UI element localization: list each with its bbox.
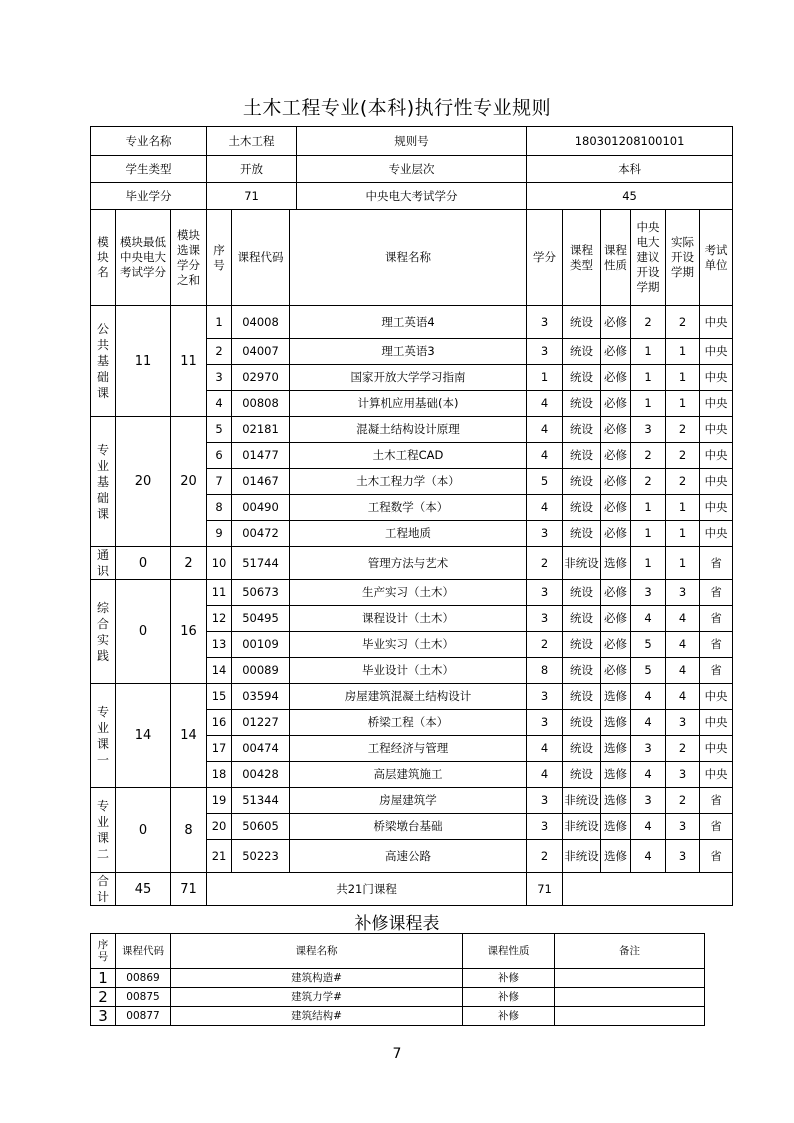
course-type: 统设 xyxy=(563,365,601,391)
total-row xyxy=(91,873,733,906)
course-credit: 3 xyxy=(527,710,563,736)
module-name: 通识 xyxy=(91,547,116,580)
course-suggested: 2 xyxy=(631,469,666,495)
course-actual: 3 xyxy=(666,762,700,788)
header-elective-sum: 模块选课学分之和 xyxy=(171,210,207,306)
remedial-seq: 1 xyxy=(91,969,116,988)
course-type: 统设 xyxy=(563,580,601,606)
course-credit: 4 xyxy=(527,417,563,443)
course-actual: 1 xyxy=(666,339,700,365)
course-nature: 选修 xyxy=(601,710,631,736)
course-name: 理工英语4 xyxy=(290,306,527,339)
major-label: 专业名称 xyxy=(91,127,207,156)
course-unit: 中央 xyxy=(700,762,733,788)
course-credit: 2 xyxy=(527,840,563,873)
remedial-courses-table xyxy=(90,933,705,1026)
course-unit: 中央 xyxy=(700,339,733,365)
course-credit: 8 xyxy=(527,658,563,684)
remedial-nature: 补修 xyxy=(463,969,555,988)
module-elective-sum: 16 xyxy=(171,580,207,684)
remedial-nature: 补修 xyxy=(463,1007,555,1026)
course-code: 02970 xyxy=(232,365,290,391)
course-name: 工程数学（本） xyxy=(290,495,527,521)
course-type: 统设 xyxy=(563,658,601,684)
course-name: 工程经济与管理 xyxy=(290,736,527,762)
course-actual: 2 xyxy=(666,306,700,339)
course-code: 04007 xyxy=(232,339,290,365)
course-seq: 20 xyxy=(207,814,232,840)
course-suggested: 1 xyxy=(631,495,666,521)
course-name: 混凝土结构设计原理 xyxy=(290,417,527,443)
level-label: 专业层次 xyxy=(388,161,435,176)
course-credit: 4 xyxy=(527,736,563,762)
course-name: 房屋建筑混凝土结构设计 xyxy=(290,684,527,710)
total-count: 共21门课程 xyxy=(207,873,527,906)
header-seq: 序号 xyxy=(207,210,232,306)
course-unit: 中央 xyxy=(700,443,733,469)
course-code: 00428 xyxy=(232,762,290,788)
course-actual: 3 xyxy=(666,840,700,873)
remedial-header-name: 课程名称 xyxy=(171,934,463,969)
course-code: 00472 xyxy=(232,521,290,547)
course-code: 04008 xyxy=(232,306,290,339)
header-suggested: 中央电大建议开设学期 xyxy=(631,210,666,306)
header-actual: 实际开设学期 xyxy=(666,210,700,306)
remedial-name: 建筑构造# xyxy=(171,969,463,988)
course-credit: 4 xyxy=(527,762,563,788)
module-name: 专业课二 xyxy=(91,788,116,873)
course-actual: 3 xyxy=(666,814,700,840)
remedial-seq: 3 xyxy=(91,1007,116,1026)
course-type: 统设 xyxy=(563,417,601,443)
course-suggested: 4 xyxy=(631,840,666,873)
course-suggested: 4 xyxy=(631,814,666,840)
header-course-type: 课程类型 xyxy=(563,210,601,306)
course-type: 统设 xyxy=(563,521,601,547)
course-code: 00474 xyxy=(232,736,290,762)
course-nature: 必修 xyxy=(601,417,631,443)
course-nature: 必修 xyxy=(601,580,631,606)
course-credit: 3 xyxy=(527,684,563,710)
course-type: 统设 xyxy=(563,736,601,762)
remedial-header-code: 课程代码 xyxy=(116,934,171,969)
course-unit: 省 xyxy=(700,632,733,658)
course-suggested: 4 xyxy=(631,762,666,788)
module-min-credits: 0 xyxy=(116,547,171,580)
module-name: 公共基础课 xyxy=(91,306,116,417)
course-name: 毕业设计（土木） xyxy=(290,658,527,684)
header-credit: 学分 xyxy=(527,210,563,306)
table-row xyxy=(91,684,733,710)
course-name: 计算机应用基础(本) xyxy=(290,391,527,417)
course-seq: 14 xyxy=(207,658,232,684)
course-name: 毕业实习（土木） xyxy=(290,632,527,658)
course-credit: 2 xyxy=(527,547,563,580)
course-type: 非统设 xyxy=(563,814,601,840)
course-seq: 3 xyxy=(207,365,232,391)
course-code: 01227 xyxy=(232,710,290,736)
course-seq: 13 xyxy=(207,632,232,658)
course-credit: 3 xyxy=(527,580,563,606)
course-actual: 2 xyxy=(666,469,700,495)
course-suggested: 3 xyxy=(631,788,666,814)
course-code: 50605 xyxy=(232,814,290,840)
course-type: 统设 xyxy=(563,632,601,658)
course-name: 管理方法与艺术 xyxy=(290,547,527,580)
course-name: 国家开放大学学习指南 xyxy=(290,365,527,391)
course-seq: 12 xyxy=(207,606,232,632)
course-type: 非统设 xyxy=(563,840,601,873)
remedial-note xyxy=(555,1007,705,1026)
course-suggested: 3 xyxy=(631,580,666,606)
exam-credits-label: 中央电大考试学分 xyxy=(365,188,458,203)
info-row-credits xyxy=(91,183,733,210)
course-unit: 省 xyxy=(700,814,733,840)
course-credit: 2 xyxy=(527,632,563,658)
total-empty xyxy=(563,873,733,906)
remedial-note xyxy=(555,969,705,988)
course-actual: 4 xyxy=(666,658,700,684)
course-nature: 必修 xyxy=(601,469,631,495)
table-row xyxy=(91,580,733,606)
course-code: 51344 xyxy=(232,788,290,814)
course-suggested: 1 xyxy=(631,339,666,365)
student-type-label: 学生类型 xyxy=(91,156,207,183)
total-label: 合计 xyxy=(91,873,116,906)
course-actual: 4 xyxy=(666,606,700,632)
remedial-header-nature: 课程性质 xyxy=(463,934,555,969)
header-code: 课程代码 xyxy=(232,210,290,306)
course-unit: 中央 xyxy=(700,495,733,521)
course-credit: 5 xyxy=(527,469,563,495)
course-name: 桥梁墩台基础 xyxy=(290,814,527,840)
remedial-row xyxy=(91,969,705,988)
remedial-title: 补修课程表 xyxy=(354,914,440,934)
course-type: 统设 xyxy=(563,710,601,736)
course-type: 统设 xyxy=(563,684,601,710)
remedial-row xyxy=(91,1007,705,1026)
course-suggested: 2 xyxy=(631,306,666,339)
course-unit: 中央 xyxy=(700,391,733,417)
remedial-note xyxy=(555,988,705,1007)
course-credit: 3 xyxy=(527,788,563,814)
course-actual: 4 xyxy=(666,684,700,710)
course-suggested: 1 xyxy=(631,391,666,417)
program-rules-table xyxy=(90,126,733,906)
course-name: 土木工程CAD xyxy=(290,443,527,469)
course-name: 桥梁工程（本） xyxy=(290,710,527,736)
course-unit: 中央 xyxy=(700,684,733,710)
module-name: 专业课一 xyxy=(91,684,116,788)
course-credit: 4 xyxy=(527,495,563,521)
course-name: 土木工程力学（本） xyxy=(290,469,527,495)
remedial-name: 建筑结构# xyxy=(171,1007,463,1026)
exam-credits-value: 45 xyxy=(527,183,733,210)
course-credit: 3 xyxy=(527,339,563,365)
module-min-credits: 0 xyxy=(116,580,171,684)
course-actual: 2 xyxy=(666,736,700,762)
course-suggested: 5 xyxy=(631,632,666,658)
module-min-credits: 11 xyxy=(116,306,171,417)
header-row xyxy=(91,210,733,306)
course-type: 统设 xyxy=(563,443,601,469)
page-number: 7 xyxy=(392,1046,402,1062)
course-suggested: 4 xyxy=(631,684,666,710)
course-credit: 4 xyxy=(527,443,563,469)
course-suggested: 5 xyxy=(631,658,666,684)
course-code: 01477 xyxy=(232,443,290,469)
course-nature: 必修 xyxy=(601,365,631,391)
module-min-credits: 14 xyxy=(116,684,171,788)
total-sum: 71 xyxy=(171,873,207,906)
table-row xyxy=(91,547,733,580)
course-unit: 省 xyxy=(700,840,733,873)
header-name: 课程名称 xyxy=(290,210,527,306)
course-suggested: 1 xyxy=(631,521,666,547)
page-title: 土木工程专业(本科)执行性专业规则 xyxy=(242,97,552,119)
course-type: 统设 xyxy=(563,495,601,521)
course-nature: 选修 xyxy=(601,788,631,814)
course-type: 非统设 xyxy=(563,547,601,580)
total-credits: 71 xyxy=(527,873,563,906)
course-seq: 1 xyxy=(207,306,232,339)
grad-credits-label: 毕业学分 xyxy=(91,183,207,210)
course-nature: 必修 xyxy=(601,391,631,417)
course-actual: 1 xyxy=(666,547,700,580)
course-credit: 4 xyxy=(527,391,563,417)
course-credit: 3 xyxy=(527,606,563,632)
course-nature: 选修 xyxy=(601,547,631,580)
course-actual: 1 xyxy=(666,365,700,391)
grad-credits-value: 71 xyxy=(207,183,297,209)
course-name: 高速公路 xyxy=(290,840,527,873)
course-unit: 省 xyxy=(700,580,733,606)
course-type: 统设 xyxy=(563,306,601,339)
course-actual: 4 xyxy=(666,632,700,658)
remedial-nature: 补修 xyxy=(463,988,555,1007)
course-name: 理工英语3 xyxy=(290,339,527,365)
remedial-code: 00875 xyxy=(116,988,171,1007)
course-seq: 4 xyxy=(207,391,232,417)
header-exam-unit: 考试单位 xyxy=(700,210,733,306)
course-code: 03594 xyxy=(232,684,290,710)
course-seq: 8 xyxy=(207,495,232,521)
course-unit: 中央 xyxy=(700,710,733,736)
course-unit: 中央 xyxy=(700,469,733,495)
course-seq: 5 xyxy=(207,417,232,443)
course-seq: 10 xyxy=(207,547,232,580)
course-type: 统设 xyxy=(563,469,601,495)
course-code: 50223 xyxy=(232,840,290,873)
table-row xyxy=(91,788,733,814)
course-nature: 必修 xyxy=(601,606,631,632)
course-unit: 中央 xyxy=(700,521,733,547)
course-nature: 选修 xyxy=(601,762,631,788)
major-value: 土木工程 xyxy=(207,127,297,155)
course-suggested: 4 xyxy=(631,710,666,736)
course-name: 生产实习（土木） xyxy=(290,580,527,606)
module-min-credits: 20 xyxy=(116,417,171,547)
course-code: 51744 xyxy=(232,547,290,580)
table-row xyxy=(91,306,733,339)
course-credit: 3 xyxy=(527,521,563,547)
remedial-row xyxy=(91,988,705,1007)
module-name: 综合实践 xyxy=(91,580,116,684)
student-type-value: 开放 xyxy=(207,156,297,182)
course-actual: 3 xyxy=(666,580,700,606)
course-type: 统设 xyxy=(563,762,601,788)
course-suggested: 2 xyxy=(631,443,666,469)
course-suggested: 1 xyxy=(631,547,666,580)
course-type: 非统设 xyxy=(563,788,601,814)
course-actual: 2 xyxy=(666,417,700,443)
course-unit: 省 xyxy=(700,547,733,580)
course-code: 00109 xyxy=(232,632,290,658)
course-nature: 必修 xyxy=(601,658,631,684)
header-min-credits: 模块最低中央电大考试学分 xyxy=(116,210,171,306)
course-seq: 18 xyxy=(207,762,232,788)
course-code: 50673 xyxy=(232,580,290,606)
course-code: 00808 xyxy=(232,391,290,417)
info-row-type xyxy=(91,156,733,183)
course-code: 00490 xyxy=(232,495,290,521)
course-credit: 3 xyxy=(527,814,563,840)
course-actual: 1 xyxy=(666,521,700,547)
header-nature: 课程性质 xyxy=(601,210,631,306)
course-nature: 必修 xyxy=(601,306,631,339)
info-row-major xyxy=(91,127,733,156)
course-unit: 省 xyxy=(700,788,733,814)
course-code: 00089 xyxy=(232,658,290,684)
module-elective-sum: 20 xyxy=(171,417,207,547)
course-suggested: 4 xyxy=(631,606,666,632)
module-name: 专业基础课 xyxy=(91,417,116,547)
module-elective-sum: 2 xyxy=(171,547,207,580)
course-type: 统设 xyxy=(563,606,601,632)
course-code: 01467 xyxy=(232,469,290,495)
course-name: 课程设计（土木） xyxy=(290,606,527,632)
course-nature: 必修 xyxy=(601,339,631,365)
course-seq: 7 xyxy=(207,469,232,495)
course-credit: 3 xyxy=(527,306,563,339)
course-unit: 中央 xyxy=(700,417,733,443)
module-min-credits: 0 xyxy=(116,788,171,873)
course-unit: 省 xyxy=(700,658,733,684)
course-seq: 9 xyxy=(207,521,232,547)
level-value: 本科 xyxy=(527,156,733,183)
remedial-name: 建筑力学# xyxy=(171,988,463,1007)
course-name: 工程地质 xyxy=(290,521,527,547)
module-elective-sum: 11 xyxy=(171,306,207,417)
module-elective-sum: 8 xyxy=(171,788,207,873)
course-seq: 2 xyxy=(207,339,232,365)
course-nature: 必修 xyxy=(601,521,631,547)
course-nature: 必修 xyxy=(601,632,631,658)
rule-label: 规则号 xyxy=(394,133,429,148)
header-module: 模块名 xyxy=(91,210,116,306)
course-unit: 中央 xyxy=(700,736,733,762)
course-name: 高层建筑施工 xyxy=(290,762,527,788)
course-unit: 中央 xyxy=(700,306,733,339)
course-name: 房屋建筑学 xyxy=(290,788,527,814)
module-elective-sum: 14 xyxy=(171,684,207,788)
table-row xyxy=(91,417,733,443)
course-unit: 省 xyxy=(700,606,733,632)
course-nature: 必修 xyxy=(601,443,631,469)
remedial-seq: 2 xyxy=(91,988,116,1007)
course-actual: 1 xyxy=(666,495,700,521)
course-type: 统设 xyxy=(563,339,601,365)
course-code: 50495 xyxy=(232,606,290,632)
course-seq: 17 xyxy=(207,736,232,762)
course-suggested: 3 xyxy=(631,736,666,762)
remedial-header-note: 备注 xyxy=(555,934,705,969)
course-credit: 1 xyxy=(527,365,563,391)
course-seq: 15 xyxy=(207,684,232,710)
course-nature: 选修 xyxy=(601,814,631,840)
course-nature: 选修 xyxy=(601,736,631,762)
course-seq: 19 xyxy=(207,788,232,814)
remedial-header-seq: 序号 xyxy=(91,934,116,969)
remedial-code: 00869 xyxy=(116,969,171,988)
rule-value: 180301208100101 xyxy=(527,127,733,156)
course-nature: 必修 xyxy=(601,495,631,521)
course-unit: 中央 xyxy=(700,365,733,391)
course-suggested: 3 xyxy=(631,417,666,443)
course-nature: 选修 xyxy=(601,840,631,873)
course-actual: 2 xyxy=(666,788,700,814)
course-code: 02181 xyxy=(232,417,290,443)
course-seq: 11 xyxy=(207,580,232,606)
remedial-header-row xyxy=(91,934,705,969)
course-actual: 1 xyxy=(666,391,700,417)
course-suggested: 1 xyxy=(631,365,666,391)
course-nature: 选修 xyxy=(601,684,631,710)
remedial-code: 00877 xyxy=(116,1007,171,1026)
course-actual: 3 xyxy=(666,710,700,736)
course-seq: 16 xyxy=(207,710,232,736)
course-type: 统设 xyxy=(563,391,601,417)
course-actual: 2 xyxy=(666,443,700,469)
course-seq: 21 xyxy=(207,840,232,873)
total-min: 45 xyxy=(116,873,171,906)
course-seq: 6 xyxy=(207,443,232,469)
